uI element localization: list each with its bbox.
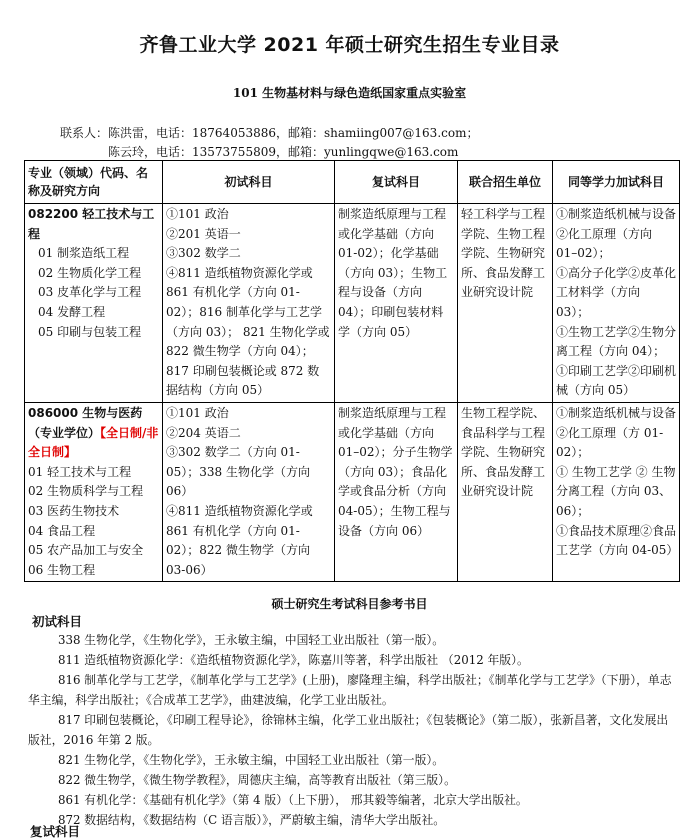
extra-item: ①制浆造纸机械与设备②化工原理（方 01-02）； (556, 405, 677, 460)
direction-item: 06 生物工程 (28, 562, 96, 577)
extra-item: ①生物工艺学②生物分离工程（方向 04）； (556, 324, 677, 359)
retest-cell: 制浆造纸原理与工程或化学基础（方向 01-02）；化学基础（方向 03）；生物工程与设备（方向 04）；印刷包装材料学（方向 05） (335, 204, 458, 403)
contact-label: 联系人： (60, 126, 109, 140)
table-header-row (25, 161, 680, 204)
extra-item: ①高分子化学②皮革化工材料学（方向 03）； (556, 265, 677, 319)
major-name: 082200 轻工技术与工程 (28, 207, 155, 241)
extra-item: ①食品技术原理②食品工艺学（方向 04-05） (556, 523, 679, 558)
unit-title: 101 生物基材料与绿色造纸国家重点实验室 (232, 86, 467, 100)
direction-item: 05 印刷与包装工程 (38, 324, 142, 339)
exam-item: ③302 数学二 (166, 246, 241, 261)
major-cell (25, 402, 163, 581)
header-retest: 复试科目 (335, 161, 458, 204)
reference-list (28, 630, 676, 830)
major-cell (25, 204, 163, 403)
major-name-text: 086000 生物与医药（专业学位） (28, 405, 143, 440)
reference-item: 811 造纸植物资源化学：《造纸植物资源化学》，陈嘉川等著，科学出版社 （2012 年版）。 (58, 653, 529, 667)
reference-item: 861 有机化学：《基础有机化学》（第 4 版）（上下册）， 邢其毅等编著，北京大学出版社。 (58, 793, 528, 807)
exam-cell (163, 204, 335, 403)
references-title: 硕士研究生考试科目参考书目 (271, 597, 428, 611)
exam-item: ④811 造纸植物资源化学或 861 有机化学（方向 01-02）；822 微生物学（方向 03-06） (166, 503, 313, 577)
exam-cell (163, 402, 335, 581)
header-exam: 初试科目 (163, 161, 335, 204)
direction-item: 04 发酵工程 (38, 304, 106, 319)
extra-item: ① 生物工艺学 ② 生物分离工程（方向 03、06）； (556, 464, 676, 518)
contact-person-1: 陈洪雷，电话：18764053886，邮箱：shamiing007@163.com； (108, 126, 479, 140)
catalog-table (24, 160, 680, 582)
direction-item: 01 制浆造纸工程 (38, 246, 130, 261)
retest-cell: 制浆造纸原理与工程或化学基础（方向 01–02）；分子生物学（方向 03）；食品化学或食品分析（方向 04-05）；生物工程与设备（方向 06） (335, 402, 458, 581)
page-title: 齐鲁工业大学 2021 年硕士研究生招生专业目录 (139, 34, 560, 56)
reference-item: 821 生物化学，《生物化学》，王永敏主编，中国轻工业出版社（第一版）。 (58, 753, 445, 767)
contact-line-2 (108, 144, 458, 160)
header-partner: 联合招生单位 (458, 161, 553, 204)
reference-item: 817 印刷包装概论，《印刷工程导论》，徐锦林主编，化学工业出版社；《包装概论》（第二版），张新昌著，文化发展出版社，2016 年第 2 版。 (28, 713, 669, 747)
exam-item: ②204 英语二 (166, 425, 241, 440)
direction-item: 02 生物质科学与工程 (28, 484, 144, 499)
direction-item: 04 食品工程 (28, 523, 96, 538)
reference-item: 816 制革化学与工艺学，《制革化学与工艺学》(上册)，廖隆理主编，科学出版社；《制革化学与工艺学》（下册），单志华主编，科学出版社；《合成革工艺学》，曲建波编，化学工业出版社。 (28, 673, 672, 707)
reference-item: 822 微生物学，《微生物学教程》，周德庆主编，高等教育出版社（第三版）。 (58, 773, 456, 787)
extra-item: ①印刷工艺学②印刷机械（方向 05） (556, 363, 677, 398)
exam-item: ②201 英语一 (166, 226, 241, 241)
exam-item: ④811 造纸植物资源化学或 861 有机化学（方向 01-02）；816 制革化学与工艺学（方向 03）； 821 生物化学或 822 微生物学（方向 04）；817 印刷包装概论或 872 数据结构（方向 05） (166, 265, 330, 398)
table-row (25, 402, 680, 581)
study-mode-tag: 【全日制/非全日制】 (28, 425, 159, 460)
contact-line-1 (60, 125, 478, 141)
direction-item: 05 农产品加工与安全 (28, 543, 144, 558)
header-extra: 同等学力加试科目 (553, 161, 680, 204)
reference-item: 872 数据结构，《数据结构（C 语言版）》，严蔚敏主编，清华大学出版社。 (58, 813, 446, 827)
direction-item: 02 生物质化学工程 (38, 265, 142, 280)
partner-cell: 轻工科学与工程学院、生物工程学院、生物研究所、食品发酵工业研究设计院 (458, 204, 553, 403)
extra-cell (553, 402, 680, 581)
retest-references-heading: 复试科目 (30, 824, 81, 839)
extra-cell (553, 204, 680, 403)
exam-item: ①101 政治 (166, 405, 229, 420)
reference-item: 338 生物化学，《生物化学》，王永敏主编，中国轻工业出版社（第一版）。 (58, 633, 445, 647)
exam-item: ①101 政治 (166, 207, 229, 221)
contact-person-2: 陈云玲，电话：13573755809，邮箱：yunlingqwe@163.com (108, 145, 459, 159)
partner-cell: 生物工程学院、食品科学与工程学院、生物研究所、食品发酵工业研究设计院 (458, 402, 553, 581)
direction-item: 03 医药生物技术 (28, 503, 120, 518)
major-name (28, 404, 159, 463)
extra-item: ①制浆造纸机械与设备②化工原理（方向 01–02）； (556, 207, 677, 261)
direction-item: 01 轻工技术与工程 (28, 464, 132, 479)
table-row (25, 204, 680, 403)
header-major: 专业（领域）代码、名称及研究方向 (25, 161, 163, 204)
references-subtitle: 初试科目 (32, 614, 83, 629)
exam-item: ③302 数学二（方向 01-05）；338 生物化学（方向 06） (166, 445, 310, 499)
direction-item: 03 皮革化学与工程 (38, 285, 142, 300)
